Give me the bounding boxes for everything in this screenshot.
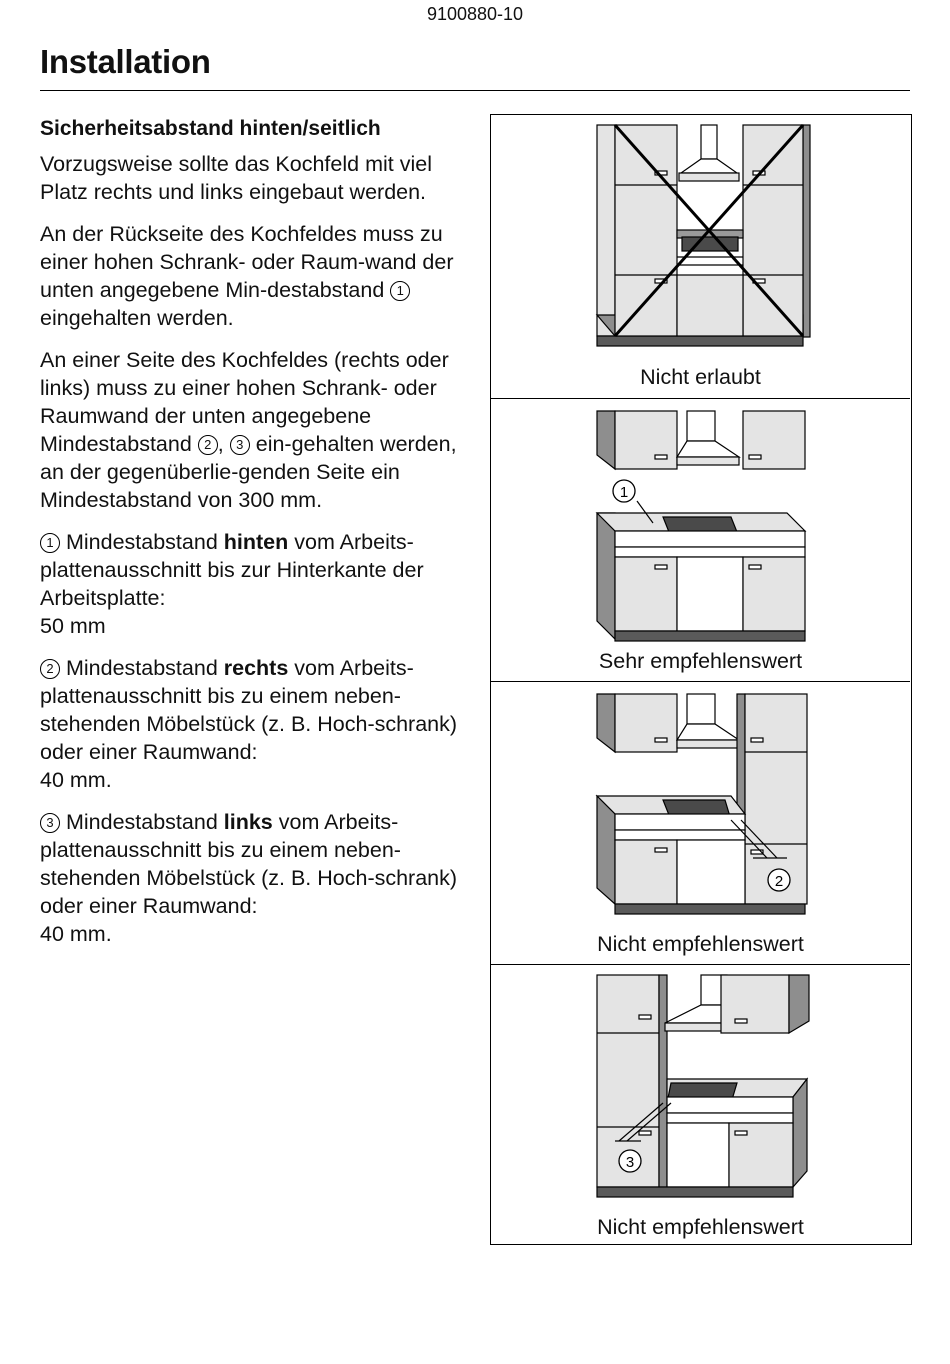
figure-frame (490, 114, 912, 1245)
paragraph-text: eingehalten werden. (40, 306, 234, 330)
definition-keyword: hinten (223, 530, 289, 554)
paragraph-rear-distance (40, 220, 480, 332)
kitchen-recommended-illustration (491, 399, 910, 682)
section-subheading: Sicherheitsabstand hinten/seitlich (40, 117, 381, 140)
definition-keyword: rechts (223, 656, 289, 680)
figure-caption: Sehr empfehlenswert (598, 649, 803, 673)
marker-3-badge: 3 (40, 813, 60, 833)
kitchen-left-distance-illustration (491, 965, 910, 1248)
kitchen-right-distance-illustration (491, 682, 910, 965)
separator: , (217, 432, 224, 456)
marker-1-badge: 1 (40, 533, 60, 553)
figure-panel-not-recommended-right (491, 681, 910, 965)
figure-panel-highly-recommended (491, 398, 910, 682)
figure-caption: Nicht erlaubt (640, 365, 761, 389)
marker-3-label: 3 (625, 1154, 635, 1171)
paragraph-side-distance (40, 346, 480, 514)
paragraph-text: An der Rückseite des Kochfeldes muss zu einer hohen Schrank- oder Raum-wand der unten angegebene Min-destabstand (40, 222, 454, 302)
definition-text: Mindestabstand (65, 530, 218, 554)
definition-value: 40 mm. (40, 768, 112, 792)
paragraph-preference: Vorzugsweise sollte das Kochfeld mit viel Platz rechts und links eingebaut werden. (40, 152, 432, 204)
text-column (40, 112, 480, 962)
definition-keyword: links (223, 810, 273, 834)
marker-1-badge: 1 (390, 281, 410, 301)
page-title: Installation (40, 43, 211, 80)
paragraph-text: An einer Seite des Kochfeldes (rechts oder links) muss zu einer hohen Schrank- oder Raumwand der unten angegebene Mindestabstand (40, 348, 449, 456)
title-divider (40, 90, 910, 91)
figure-panel-not-allowed (491, 115, 910, 398)
marker-3-badge: 3 (230, 435, 250, 455)
definition-left (40, 808, 480, 948)
definition-text: vom Arbeits-plattenausschnitt bis zu einem neben-stehenden Möbelstück (z. B. Hoch-schrank) oder einer Raumwand: (40, 656, 458, 764)
definition-value: 40 mm. (40, 922, 112, 946)
paragraph-text: ein-gehalten werden, an der gegenüberlie-genden Seite ein Mindestabstand von 300 mm. (40, 432, 457, 512)
definition-text: Mindestabstand (65, 656, 218, 680)
marker-1-label: 1 (619, 484, 629, 501)
definition-text: vom Arbeits-plattenausschnitt bis zu einem neben-stehenden Möbelstück (z. B. Hoch-schrank) oder einer Raumwand: (40, 810, 458, 918)
definition-text: vom Arbeits-plattenausschnitt bis zur Hinterkante der Arbeitsplatte: (40, 530, 424, 610)
marker-2-badge: 2 (40, 659, 60, 679)
definition-rear (40, 528, 480, 640)
definition-right (40, 654, 480, 794)
figure-panel-not-recommended-left (491, 964, 910, 1248)
definition-value: 50 mm (40, 614, 106, 638)
figure-caption: Nicht empfehlenswert (597, 932, 804, 956)
definition-text: Mindestabstand (65, 810, 218, 834)
marker-2-label: 2 (774, 873, 784, 890)
document-number: 9100880-10 (426, 4, 524, 24)
marker-2-badge: 2 (198, 435, 218, 455)
kitchen-crossed-out-illustration (491, 115, 910, 398)
figure-caption: Nicht empfehlenswert (597, 1215, 804, 1239)
